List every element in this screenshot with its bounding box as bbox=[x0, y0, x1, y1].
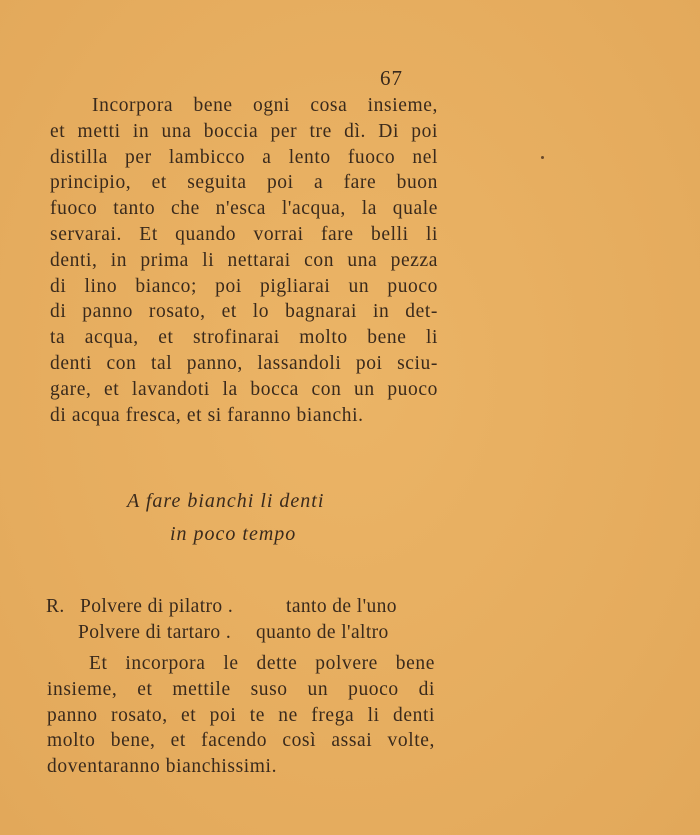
text-line: ta acqua, et strofinarai molto bene li bbox=[50, 327, 438, 349]
section-heading-line-1: A fare bianchi li denti bbox=[127, 490, 325, 512]
recipe-line bbox=[46, 594, 397, 620]
recipe-block bbox=[46, 594, 397, 646]
text-line: principio, et seguita poi a fare buon bbox=[50, 172, 438, 194]
recipe-quantity: tanto de l'uno bbox=[286, 596, 397, 617]
text-line: denti con tal panno, lassandoli poi sciu- bbox=[50, 352, 438, 374]
text-line: distilla per lambicco a lento fuoco nel bbox=[50, 146, 438, 168]
page-number: 67 bbox=[380, 66, 403, 90]
recipe-quantity: quanto de l'altro bbox=[256, 622, 389, 643]
paragraph-2 bbox=[47, 651, 435, 780]
recipe-line bbox=[46, 620, 389, 646]
text-line: Et incorpora le dette polvere bene bbox=[89, 653, 435, 674]
text-line: di panno rosato, et lo bagnarai in det- bbox=[50, 301, 438, 323]
recipe-ingredient: Polvere di tartaro . bbox=[78, 622, 232, 643]
text-line: doventaranno bianchissimi. bbox=[47, 756, 278, 778]
text-line: di acqua fresca, et si faranno bianchi. bbox=[50, 404, 364, 426]
section-heading-line-2: in poco tempo bbox=[170, 523, 297, 545]
recipe-prefix: R. bbox=[46, 596, 65, 617]
text-line: fuoco tanto che n'esca l'acqua, la quale bbox=[50, 198, 438, 220]
paragraph-1 bbox=[50, 93, 438, 428]
text-line: gare, et lavandoti la bocca con un puoco bbox=[50, 378, 438, 400]
text-line: insieme, et mettile suso un puoco di bbox=[47, 678, 435, 700]
page-speck bbox=[541, 156, 544, 159]
text-line: et metti in una boccia per tre dì. Di poi bbox=[50, 120, 438, 142]
text-line: Incorpora bene ogni cosa insieme, bbox=[92, 95, 438, 116]
recipe-ingredient: Polvere di pilatro . bbox=[80, 596, 234, 617]
text-line: panno rosato, et poi te ne frega li denti bbox=[47, 704, 435, 726]
text-line: di lino bianco; poi pigliarai un puoco bbox=[50, 275, 438, 297]
text-line: molto bene, et facendo così assai volte, bbox=[47, 730, 435, 752]
text-line: denti, in prima li nettarai con una pezza bbox=[50, 249, 438, 271]
text-line: servarai. Et quando vorrai fare belli li bbox=[50, 223, 438, 245]
